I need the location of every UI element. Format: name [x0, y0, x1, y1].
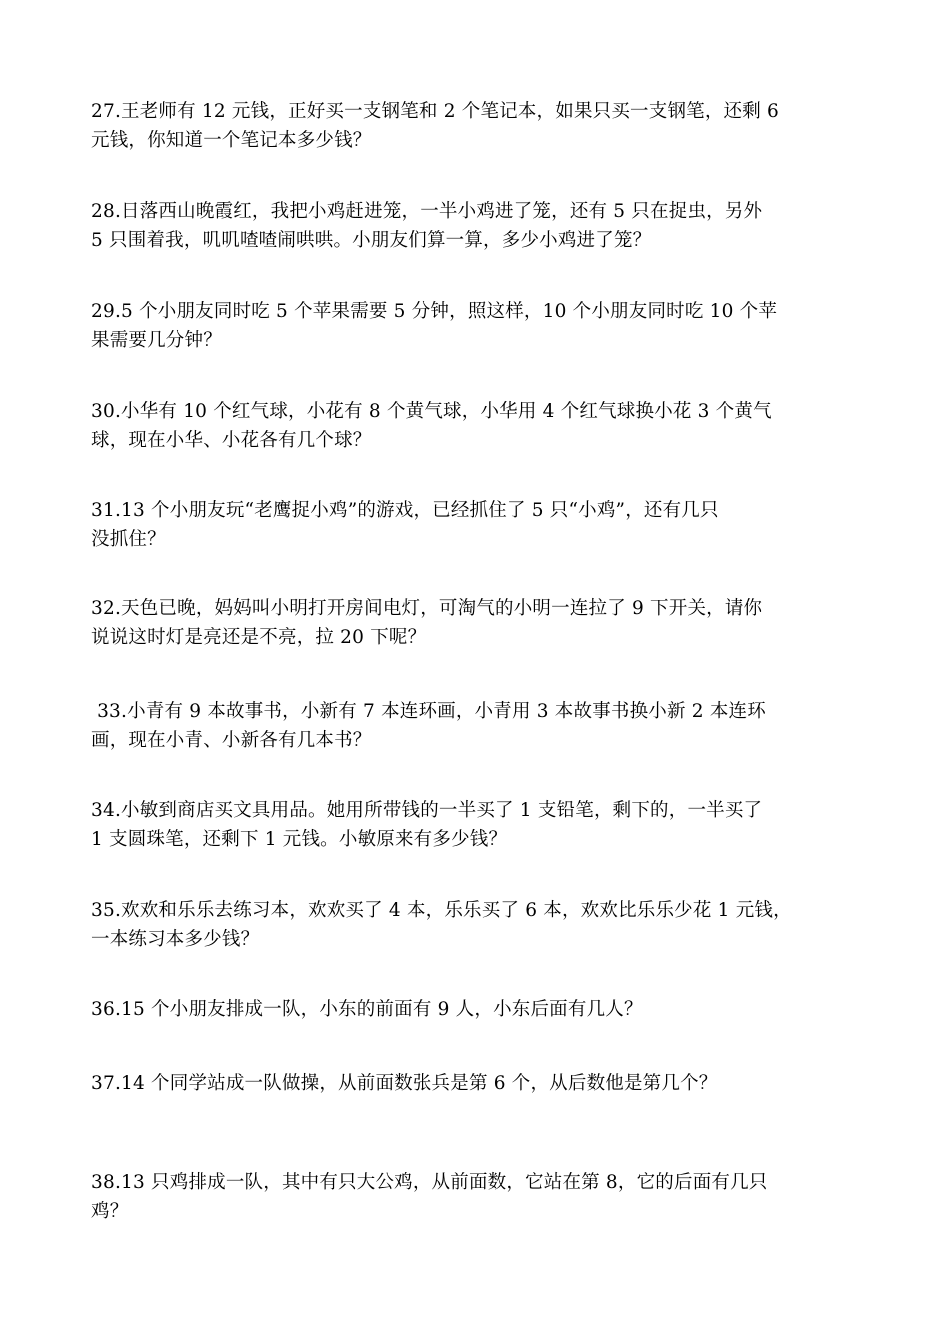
problem-35-line-2: 一本练习本多少钱？ [91, 929, 260, 950]
problem-30-line-1: 30.小华有 10 个红气球，小花有 8 个黄气球，小华用 4 个红气球换小花 3 个黄气 [91, 401, 772, 422]
problem-28 [91, 197, 867, 255]
problem-31-line-2: 没抓住？ [91, 529, 166, 550]
problem-30 [91, 397, 867, 455]
problem-37-line-1: 37.14 个同学站成一队做操，从前面数张兵是第 6 个，从后数他是第几个？ [91, 1073, 718, 1094]
problem-38 [91, 1168, 867, 1226]
problem-28-line-1: 28.日落西山晚霞红，我把小鸡赶进笼，一半小鸡进了笼，还有 5 只在捉虫，另外 [91, 201, 763, 222]
problem-32 [91, 594, 867, 652]
problem-34 [91, 796, 867, 854]
problem-28-line-2: 5 只围着我，叽叽喳喳闹哄哄。小朋友们算一算，多少小鸡进了笼？ [91, 230, 652, 251]
problem-32-line-1: 32.天色已晚，妈妈叫小明打开房间电灯，可淘气的小明一连拉了 9 下开关，请你 [91, 598, 763, 619]
problem-31-line-1: 31.13 个小朋友玩“老鹰捉小鸡”的游戏，已经抓住了 5 只“小鸡”，还有几只 [91, 500, 719, 521]
problem-35-line-1: 35.欢欢和乐乐去练习本，欢欢买了 4 本，乐乐买了 6 本，欢欢比乐乐少花 1 元钱， [91, 900, 792, 921]
problem-32-line-2: 说说这时灯是亮还是不亮，拉 20 下呢？ [91, 627, 427, 648]
problem-31 [91, 496, 867, 554]
problem-27-line-1: 27.王老师有 12 元钱，正好买一支钢笔和 2 个笔记本，如果只买一支钢笔，还剩 6 [91, 101, 780, 122]
problem-29-line-1: 29.5 个小朋友同时吃 5 个苹果需要 5 分钟，照这样，10 个小朋友同时吃 10 个苹 [91, 301, 778, 322]
problem-38-line-2: 鸡？ [91, 1201, 129, 1222]
problem-33-line-1: 33.小青有 9 本故事书，小新有 7 本连环画，小青用 3 本故事书换小新 2 本连环 [91, 701, 766, 722]
problem-30-line-2: 球，现在小华、小花各有几个球？ [91, 430, 372, 451]
problem-34-line-1: 34.小敏到商店买文具用品。她用所带钱的一半买了 1 支铅笔，剩下的，一半买了 [91, 800, 763, 821]
problem-36-line-1: 36.15 个小朋友排成一队，小东的前面有 9 人，小东后面有几人？ [91, 999, 643, 1020]
problem-27 [91, 97, 867, 155]
problem-37 [91, 1069, 867, 1098]
problem-36 [91, 995, 867, 1024]
problem-29 [91, 297, 867, 355]
problem-27-line-2: 元钱，你知道一个笔记本多少钱？ [91, 130, 372, 151]
problem-35 [91, 896, 867, 954]
problem-33 [91, 697, 867, 755]
problem-38-line-1: 38.13 只鸡排成一队，其中有只大公鸡，从前面数，它站在第 8，它的后面有几只 [91, 1172, 768, 1193]
problem-29-line-2: 果需要几分钟？ [91, 330, 222, 351]
problem-34-line-2: 1 支圆珠笔，还剩下 1 元钱。小敏原来有多少钱？ [91, 829, 508, 850]
problem-33-line-2: 画，现在小青、小新各有几本书？ [91, 730, 372, 751]
